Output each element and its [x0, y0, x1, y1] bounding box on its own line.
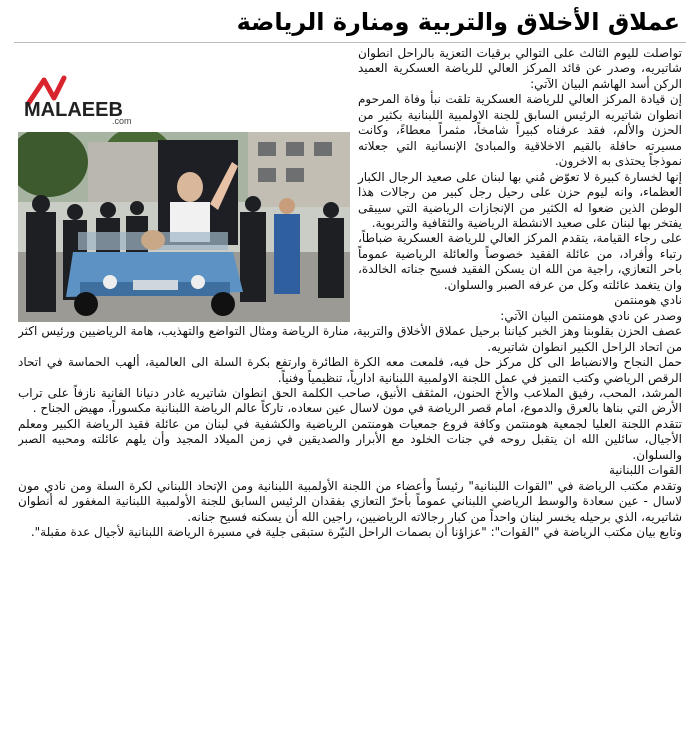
article-body: [18, 46, 682, 740]
article-paragraph: إنها لخسارة كبيرة لا تعوّض مُني بها لبنان على صعيد الرجال الكبار العظماء، وانه ليوم حزن على رحيل رجل كبير من رجالات هذا الوطن الذين ضعوا له الكثير من الإنجازات الرياضية التي سيبقى يفتخر بها لبنان على صعيد الانشطة الرياضية والثقافية والتربوية.: [358, 169, 682, 230]
logo-wordmark: MALAEEB: [24, 99, 123, 121]
logo-domain: .com: [112, 116, 132, 126]
article-paragraph: وصدر عن نادي هومنتمن البيان الآتي:: [500, 308, 682, 323]
article-paragraph: إن قيادة المركز العالي للرياضة العسكرية تلقت نبأ وفاة المرحوم انطوان شاتيريه الرئيس السابق للجنة الاولمبية اللبنانية بكثير من الحزن والألم، فقد عرفناه كبيراً شامخاً، مثمراً معطاءً، وكانت مسيرته حافلة بالقيم الاخلاقية والمبادئ الإنسانية التي جعلاته نموذجاً يحتذى به الاخرون.: [358, 92, 682, 169]
event-photo: [18, 132, 350, 322]
section-heading: نادي هومنتمن: [614, 293, 682, 308]
article-paragraph: حمل النجاح والانضباط الى كل مركز حل فيه، فلمعت معه الكرة الطائرة وارتفع بكرة السلة الى العالمية، ألهب الحماسة في اتحاد الرقص الرياضي وكتب التميز في عمل اللجنة الاولمبية اللبنانية ادارياً، تنظيمياً وفنياً.: [18, 355, 682, 385]
article-paragraph: على رجاء القيامة، يتقدم المركز العالي للرياضة العسكرية ضباطاً، رتباء وأفراد، من عائلة الفقيد خصوصاً والعائلة الرياضية عموماً باحر التعازي، راجية من الله ان يسكن الفقيد فسيح جناته الخالدة، وان يتغمد عائلته وكل من عرفه الصبر والسلوان.: [358, 231, 682, 292]
article-paragraph: تتقدم اللجنة العليا لجمعية هومنتمن وكافة فروع جمعيات هومنتمن الرياضية والكشفية في لبنان من عائلة فقيد الرياضة الكبير ومعلم الأجيال، سائلين الله ان يتقبل روحه في جنات الخلود مع الأبرار والصديقين في زمن الميلاد المجيد وأن يلهم عائلته ومحبيه الصبر والسلوان.: [18, 416, 682, 462]
malaeeb-logo: [18, 70, 178, 126]
article-paragraph: عصف الحزن بقلوبنا وهز الخبر كياننا برحيل عملاق الأخلاق والتربية، منارة الرياضة ومثال التواضع والتهذيب، هامة الرياضيين ورئيس اكثر من اتحاد الراحل الكبير انطوان شاتيريه.: [18, 324, 682, 354]
article-photo-block: [18, 46, 350, 322]
article-paragraph: وتابع بيان مكتب الرياضة في "القوات": "عزاؤنا أن بصمات الراحل النيّرة ستبقى جلية في مسيرة الرياضة اللبنانية لأجيال عدة مقبلة".: [30, 525, 682, 540]
section-heading: القوات اللبنانية: [609, 463, 682, 478]
headline-divider: [14, 42, 686, 43]
article-paragraph: تواصلت لليوم الثالث على التوالي برقيات التعزية بالراحل انطوان شاتيريه، وصدر عن قائد المركز العالي للرياضة العسكرية العميد الركن أسد الهاشم البيان الآتي:: [358, 46, 682, 91]
article-paragraph: وتقدم مكتب الرياضة في "القوات اللبنانية" رئيساً وأعضاء من اللجنة الأولمبية اللبنانية ومن الإتحاد اللبناني لكرة السلة ومن نادي مون لاسال - عين سعادة والوسط الرياضي اللبناني عموماً بأحرّ التعازي بفقدان الرئيس السابق للجنة الأولمبية اللبنانية المغفور له أنطوان شاتيريه، الذي برحيله يخسر لبنان واحداً من كبار رجالاته الرياضيين، راجين الله أن يسكنه فسيح جنانه.: [18, 478, 682, 524]
article-paragraph: المرشد، المحب، رفيق الملاعب والأخ الحنون، المثقف الأنيق، صاحب الكلمة الحق انطوان شاتيريه غادر دنيانا الفانية نازفاً على تراب الأرض التي بناها بالعرق والدموع، امام قصر الرياضة في مون لاسال عين سعاده، تاركاً عالم الرياضة اللبنانية مكسوراً، مهيض الجناح .: [18, 385, 682, 416]
article-headline: عملاق الأخلاق والتربية ومنارة الرياضة: [236, 8, 680, 36]
